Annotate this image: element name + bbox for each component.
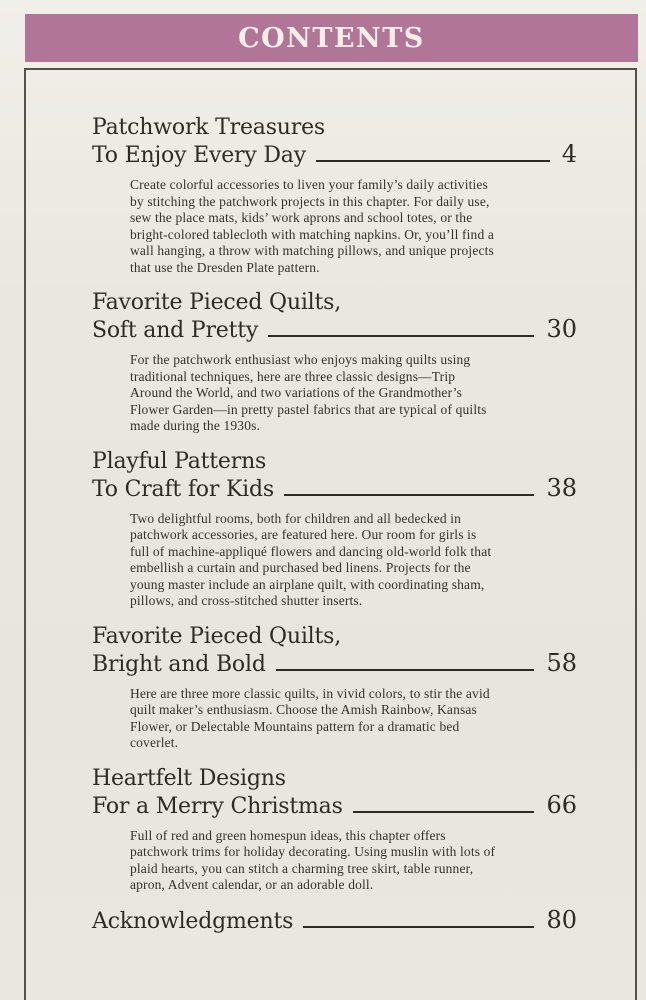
toc-entry-title-row-2 (92, 141, 577, 169)
toc-entry-title-row-1 (92, 114, 577, 141)
toc-entry-title-row-1 (92, 623, 577, 650)
toc-entry-title-row-2 (92, 650, 577, 678)
toc-entry-description: Create colorful accessories to liven your family’s daily activities by stitching the patchwork projects in this chapter. For daily use, sew the place mats, kids’ work aprons and school totes, or the bright-colored tablecloth with matching napkins. Or, you’ll find a wall hanging, a throw with matching pillows, and unique projects that use the Dresden Plate pattern. (130, 177, 495, 275)
toc-entry-page-number: 66 (546, 790, 577, 819)
toc-entry-title-row-2 (92, 316, 577, 344)
leader-line (303, 926, 534, 928)
toc-entry-page-number: 80 (546, 905, 577, 934)
toc-entry-title-line1: Favorite Pieced Quilts, (92, 290, 342, 315)
toc-entry-title-line1: Acknowledgments (92, 908, 294, 934)
leader-line (268, 335, 534, 337)
toc-entry-title-row-1 (92, 289, 577, 316)
toc-entry-title-line2: To Craft for Kids (92, 476, 274, 502)
toc-entry-title-line2: Soft and Pretty (92, 318, 259, 343)
toc-entry (92, 623, 577, 752)
toc-entry-page-number: 4 (561, 140, 577, 168)
toc-entry-title-row-1 (92, 907, 577, 935)
toc-entry-title-line2: To Enjoy Every Day (92, 143, 306, 168)
toc-entry-description: For the patchwork enthusiast who enjoys making quilts using traditional techniques, here are three classic designs—Trip Around the World, and two variations of the Grandmother’s Flower Garden—in pretty pastel fabrics that are typical of quilts made during the 1930s. (130, 352, 487, 433)
toc-entry-page-number: 58 (546, 648, 577, 677)
toc-entry-description: Two delightful rooms, both for children and all bedecked in patchwork accessories, are featured here. Our room for girls is full of machine-appliqué flowers and dancing old-world folk that embellish a curtain and purchased bed linens. Projects for the young master include an airplane quilt, with coordinating sham, pillows, and cross-stitched shutter inserts. (130, 510, 492, 608)
toc-list (26, 70, 635, 935)
toc-entry-description: Full of red and green homespun ideas, this chapter offers patchwork trims for holiday decorating. Using muslin with lots of plaid hearts, you can stitch a charming tree skirt, table runner, apron, Advent calendar, or an adorable doll. (130, 827, 496, 892)
toc-entry-page-number: 38 (546, 473, 577, 502)
page-frame (24, 68, 637, 1000)
toc-entry (92, 289, 577, 435)
leader-line (276, 669, 535, 671)
toc-entry-title-row-1 (92, 448, 577, 475)
toc-entry-page-number: 30 (546, 315, 577, 343)
toc-entry-title-row-2 (92, 792, 577, 820)
contents-header-bar (25, 14, 638, 62)
toc-entry-title-line1: Patchwork Treasures (92, 115, 325, 140)
page-title: CONTENTS (238, 22, 425, 54)
leader-line (353, 811, 535, 813)
toc-entry-title-row-1 (92, 765, 577, 792)
toc-entry-title-line1: Favorite Pieced Quilts, (92, 623, 342, 649)
toc-entry-title-line2: Bright and Bold (92, 651, 266, 677)
toc-entry (92, 907, 577, 935)
leader-line (284, 494, 534, 496)
toc-entry-title-row-2 (92, 475, 577, 503)
toc-entry-title-line2: For a Merry Christmas (92, 793, 343, 819)
toc-entry (92, 765, 577, 894)
leader-line (316, 160, 550, 162)
toc-entry-title-line1: Playful Patterns (92, 448, 267, 474)
toc-entry (92, 114, 577, 276)
toc-entry-title-line1: Heartfelt Designs (92, 765, 286, 791)
toc-entry-description: Here are three more classic quilts, in vivid colors, to stir the avid quilt maker’s enthusiasm. Choose the Amish Rainbow, Kansas Flower, or Delectable Mountains pattern for a dramatic bed coverlet. (130, 685, 490, 750)
toc-entry (92, 448, 577, 610)
